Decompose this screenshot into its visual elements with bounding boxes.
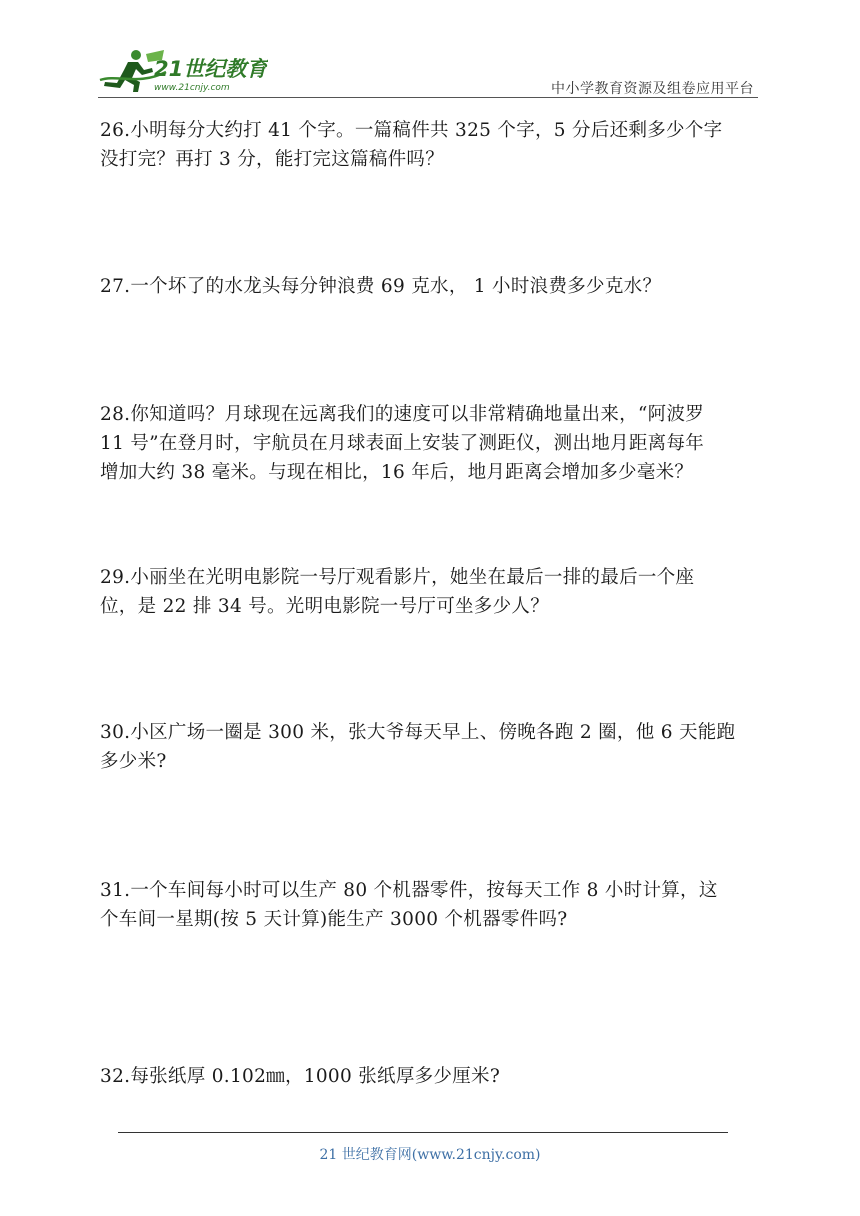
question-line: 31.一个车间每小时可以生产 80 个机器零件，按每天工作 8 小时计算，这 bbox=[100, 880, 718, 901]
question-line: 32.每张纸厚 0.102㎜，1000 张纸厚多少厘米? bbox=[100, 1066, 501, 1087]
question-29 bbox=[100, 563, 760, 621]
logo-url: www.21cnjy.com bbox=[154, 83, 230, 93]
question-line: 30.小区广场一圈是 300 米，张大爷每天早上、傍晚各跑 2 圈，他 6 天能跑 bbox=[100, 722, 736, 743]
header-divider bbox=[98, 97, 758, 98]
question-line: 26.小明每分大约打 41 个字。一篇稿件共 325 个字，5 分后还剩多少个字 bbox=[100, 120, 723, 141]
question-26 bbox=[100, 116, 760, 174]
page-header bbox=[98, 40, 758, 98]
question-line: 多少米? bbox=[100, 751, 167, 772]
question-line: 29.小丽坐在光明电影院一号厅观看影片，她坐在最后一排的最后一个座 bbox=[100, 567, 695, 588]
footer-divider bbox=[118, 1132, 728, 1133]
site-logo bbox=[98, 46, 268, 96]
footer-source: 21 世纪教育网(www.21cnjy.com) bbox=[319, 1147, 541, 1163]
question-line: 位，是 22 排 34 号。光明电影院一号厅可坐多少人？ bbox=[100, 596, 550, 617]
question-31 bbox=[100, 876, 760, 934]
question-27 bbox=[100, 272, 760, 301]
question-line: 增加大约 38 毫米。与现在相比，16 年后，地月距离会增加多少毫米？ bbox=[100, 462, 694, 483]
question-line: 27.一个坏了的水龙头每分钟浪费 69 克水， 1 小时浪费多少克水？ bbox=[100, 276, 662, 297]
question-line: 没打完？再打 3 分，能打完这篇稿件吗？ bbox=[100, 149, 445, 170]
question-32 bbox=[100, 1062, 760, 1091]
question-28 bbox=[100, 400, 760, 487]
platform-name: 中小学教育资源及组卷应用平台 bbox=[551, 81, 754, 97]
question-30 bbox=[100, 718, 760, 776]
logo-text: 21世纪教育 bbox=[154, 57, 268, 81]
question-line: 11 号”在登月时，宇航员在月球表面上安装了测距仪，测出地月距离每年 bbox=[100, 433, 705, 454]
question-line: 个车间一星期(按 5 天计算)能生产 3000 个机器零件吗? bbox=[100, 909, 568, 930]
question-line: 28.你知道吗？月球现在远离我们的速度可以非常精确地量出来，“阿波罗 bbox=[100, 404, 705, 425]
